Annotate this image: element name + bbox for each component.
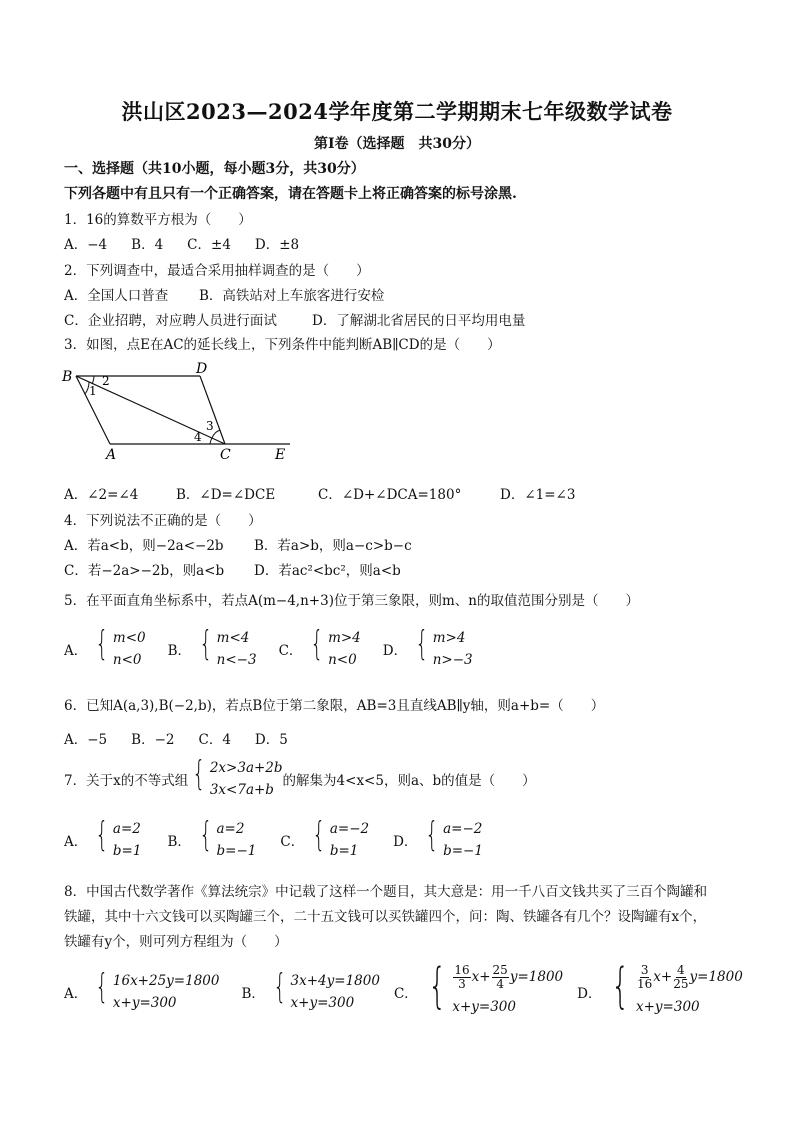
q2-stem: 2．下列调查中，最适合采用抽样调查的是（ ） — [64, 263, 370, 279]
q7-system: { 2x>3a+2b 3x<7a+b — [188, 757, 282, 801]
q5-b-system: { m<4 n<−3 — [195, 627, 257, 671]
q7-b-label: B． — [167, 834, 191, 850]
q7-options — [64, 815, 483, 862]
q3-option-c: C．∠D+∠DCA=180° — [318, 487, 462, 503]
q7-b-line2: b=−1 — [216, 843, 257, 859]
q5-a-label: A． — [64, 643, 88, 659]
q8-line3: 铁罐有y个，则可列方程组为（ ） — [64, 934, 288, 950]
q7-d-label: D． — [393, 834, 418, 850]
q3-figure — [60, 362, 300, 462]
label-angle-1: 1 — [89, 384, 97, 398]
q7-a-line2: b=1 — [112, 843, 142, 859]
q5-a-line1: m<0 — [112, 630, 146, 646]
q7-b-system: { a=2 b=−1 — [195, 818, 257, 862]
q4-option-b: B．若a>b，则a−c>b−c — [254, 538, 412, 554]
q8-a-system: { 16x+25y=1800 x+y=300 — [91, 970, 219, 1014]
q7-c-label: C． — [280, 834, 305, 850]
exam-title: 洪山区2023—2024学年度第二学期期末七年级数学试卷 — [121, 99, 673, 124]
label-angle-3: 3 — [206, 419, 214, 433]
q8-d-frac2-num: 4 — [677, 962, 685, 977]
q5-b-line1: m<4 — [216, 630, 250, 646]
q7-d-line2: b=−1 — [443, 843, 483, 859]
q8-line2: 铁罐，其中十六文钱可以买陶罐三个，二十五文钱可以买铁罐四个，问：陶、铁罐各有几个？设陶罐有x个， — [64, 909, 707, 925]
q8-d-line1: $\frac{3}{16}$ x+ $\frac{4}{25}$ y=1800 — [637, 962, 743, 991]
q4-option-d: D．若ac²<bc²，则a<b — [254, 563, 401, 579]
q4-option-c: C．若−2a>−2b，则a<b — [64, 563, 225, 579]
q8-c-line1: $\frac{16}{3}$ x+ $\frac{25}{4}$ y=1800 — [454, 962, 564, 991]
q7-line1: 2x>3a+2b — [209, 760, 283, 776]
q7-c-line1: a=−2 — [329, 821, 370, 837]
q8-d-frac1-num: 3 — [640, 962, 649, 977]
q8-d-tail: y=1800 — [689, 969, 743, 985]
q3-option-a: A．∠2=∠4 — [64, 487, 139, 503]
q8-a-label: A． — [64, 986, 88, 1002]
q2-option-d: D．了解湖北省居民的日平均用电量 — [312, 313, 526, 329]
q8-b-line2: x+y=300 — [290, 995, 355, 1011]
q8-c-line2: x+y=300 — [452, 999, 516, 1015]
q5-options — [64, 624, 473, 671]
q5-b-line2: n<−3 — [216, 652, 257, 668]
q5-stem: 5．在平面直角坐标系中，若点A(m−4,n+3)位于第三象限，则m、n的取值范围分别是（ ） — [64, 593, 639, 609]
label-angle-4: 4 — [194, 430, 202, 444]
q8-c-tail: y=1800 — [509, 969, 564, 985]
q1-stem: 1．16的算数平方根为（ ） — [64, 212, 252, 228]
section-instruction: 下列各题中有且只有一个正确答案，请在答题卡上将正确答案的标号涂黑. — [64, 186, 517, 202]
q2-option-b: B．高铁站对上车旅客进行安检 — [199, 288, 385, 304]
q7-line2: 3x<7a+b — [209, 782, 274, 798]
q1-options — [64, 233, 325, 253]
q5-c-line2: n<0 — [328, 652, 357, 668]
q8-c-frac2-num: 25 — [492, 962, 508, 977]
q6-option-c: C．4 — [198, 732, 231, 748]
q8-c-frac1-num: 16 — [454, 962, 470, 977]
q3-stem: 3．如图，点E在AC的延长线上，下列条件中能判断AB∥CD的是（ ） — [64, 337, 501, 353]
q8-d-line2: x+y=300 — [636, 999, 700, 1015]
q7-a-system: { a=2 b=1 — [91, 818, 141, 862]
q2-option-a: A．全国人口普查 — [64, 288, 169, 304]
label-angle-2: 2 — [102, 374, 110, 388]
q6-option-d: D．5 — [254, 732, 288, 748]
angle-2-arc — [92, 376, 94, 384]
q4-option-a: A．若a<b，则−2a<−2b — [64, 538, 224, 554]
q5-c-system: { m>4 n<0 — [306, 627, 360, 671]
q6-options — [64, 728, 314, 748]
q8-c-frac2-den: 4 — [496, 976, 504, 991]
q3-option-b: B．∠D=∠DCE — [176, 487, 276, 503]
section-heading: 一、选择题（共10小题，每小题3分，共30分） — [64, 161, 365, 177]
q8-options — [64, 958, 743, 1022]
q2-option-c: C．企业招聘，对应聘人员进行面试 — [64, 313, 277, 329]
q8-b-line1: 3x+4y=1800 — [290, 973, 380, 989]
angle-4-arc — [210, 438, 212, 444]
q5-d-line2: n>−3 — [432, 652, 473, 668]
q5-a-line2: n<0 — [112, 652, 142, 668]
q7-stem — [64, 754, 536, 801]
q4-stem: 4．下列说法不正确的是（ ） — [64, 513, 262, 529]
q5-c-line1: m>4 — [328, 630, 361, 646]
q7-d-system: { a=−2 b=−1 — [421, 818, 483, 862]
q8-c-label: C． — [393, 986, 418, 1002]
q7-stem-post: 的解集为4<x<5，则a、b的值是（ ） — [282, 773, 536, 789]
label-e: E — [275, 447, 286, 462]
q5-c-label: C． — [278, 643, 303, 659]
q8-b-system: { 3x+4y=1800 x+y=300 — [269, 970, 380, 1014]
q8-a-line1: 16x+25y=1800 — [112, 973, 220, 989]
q5-a-system: { m<0 n<0 — [91, 627, 145, 671]
q7-b-line1: a=2 — [216, 821, 245, 837]
q8-d-frac2-den: 25 — [673, 976, 689, 991]
q8-a-line2: x+y=300 — [112, 995, 177, 1011]
q1-option-d: D．±8 — [254, 237, 300, 253]
q8-d-system: { $\frac{3}{16}$ x+ $\frac{4}{25}$ y=1800 x+y=300 — [605, 962, 742, 1022]
q8-c-frac1-den: 3 — [458, 976, 466, 991]
q1-option-a: A．−4 — [64, 237, 108, 253]
q7-c-line2: b=1 — [329, 843, 359, 859]
q6-stem: 6．已知A(a,3),B(−2,b)，若点B位于第二象限，AB=3且直线AB∥y轴，则a+b=（ ） — [64, 698, 605, 714]
q7-stem-pre: 7．关于x的不等式组 — [64, 773, 189, 789]
q6-option-a: A．−5 — [64, 732, 108, 748]
q5-b-label: B． — [167, 643, 192, 659]
q3-option-d: D．∠1=∠3 — [500, 487, 576, 503]
q7-c-system: { a=−2 b=1 — [308, 818, 369, 862]
q5-d-line1: m>4 — [432, 630, 466, 646]
q8-d-label: D． — [577, 986, 602, 1002]
q7-a-line1: a=2 — [112, 821, 141, 837]
q1-option-b: B．4 — [131, 237, 164, 253]
q7-d-line1: a=−2 — [443, 821, 483, 837]
q8-c-system: { $\frac{16}{3}$ x+ $\frac{25}{4}$ y=1800 x+y=300 — [422, 962, 563, 1022]
label-c: C — [220, 447, 231, 462]
q8-b-label: B． — [241, 986, 265, 1002]
q8-d-frac1-den: 16 — [637, 976, 653, 991]
q5-d-system: { m>4 n>−3 — [411, 627, 473, 671]
segment-bc — [76, 376, 225, 444]
q6-option-b: B．−2 — [131, 732, 175, 748]
label-a: A — [106, 447, 117, 462]
q5-d-label: D． — [382, 643, 408, 659]
q1-option-c: C．±4 — [187, 237, 231, 253]
exam-subtitle: 第Ⅰ卷（选择题 共30分） — [313, 136, 481, 152]
q8-line1: 8．中国古代数学著作《算法统宗》中记载了这样一个题目，其大意是：用一千八百文钱共买了三百个陶罐和 — [64, 884, 708, 900]
label-d: D — [196, 362, 208, 377]
q7-a-label: A． — [64, 834, 88, 850]
label-b: B — [62, 369, 73, 385]
